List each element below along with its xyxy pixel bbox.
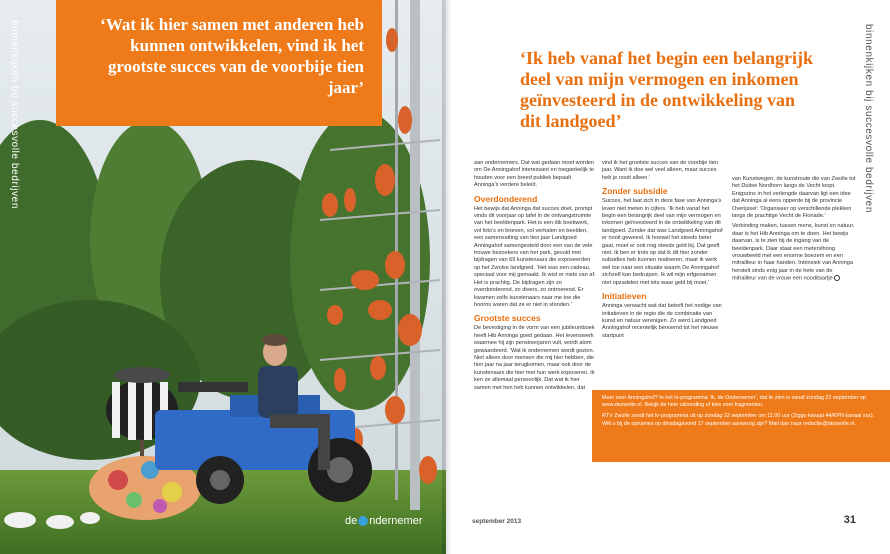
section-tab-label: binnenkijken bij succesvolle bedrijven: [9, 20, 20, 210]
subheading: Grootste succes: [474, 313, 541, 324]
paragraph: Anninga verwacht wat dat betreft het nodige van initiatieven in de regio die de combinatie van kunst en natuur verenigen. Zo werd Landgoed Anningahof recentelijk benoemd tot het nieuwe startpunt: [602, 303, 722, 339]
logo-o-icon: [358, 516, 368, 526]
magazine-logo: [345, 515, 422, 527]
paragraph-text: Verbinding maken, tussen mens, kunst en natuur, daar is het Hib Anninga om te doen. Het bewijs daarvan, is te zien bij de ingang van de beeldenpark. Daar staat een meterslhoog vrouwbeeld met een enorme boezem en een mitrailleur in haar handen. Intrinsiek van Anninga herstelt sinds enig jaar in de hete van de mitrailleur van de vrouw een nooditaartje: [732, 223, 855, 282]
logo-suffix: ndernemer: [369, 515, 423, 527]
subheading: Initiatieven: [602, 291, 647, 302]
text-column-2: [602, 160, 724, 343]
paragraph: [732, 223, 856, 283]
right-page: [446, 0, 890, 554]
section-tab-right: [862, 24, 876, 224]
subheading: Zonder subsidie: [602, 186, 668, 197]
pull-quote-box: [56, 0, 382, 126]
info-text-1: Meer over Anningahof? In het tv-programma ‘Ik, de Ondernemer’, dat te zien is vanaf zondag 22 september op www.dezwolle.nl. Bekijk de hele uitzending of kies voor fragmenten.: [602, 395, 866, 409]
info-text-2: RTV Zwolle zendt het tv-programma uit op zondag 22 september om 11.00 uur (Ziggo kanaal 44/KPN kanaal xxx). Wilt u bij de opnames op dinsdagavond 17 september aanwezig zijn? Mail dan naar redactie@dezwolle.nl.: [602, 413, 875, 427]
section-tab: [8, 20, 22, 230]
paragraph: vind ik het grootste succes van de voorbije tien jaar. Want ik doe wel veel alleen, maar succes heb je nooit alleen.’: [602, 160, 718, 181]
footer-date: september 2013: [472, 518, 522, 525]
paragraph: Succes, het laat zich in deze fase van Anninga’s leven niet meten in cijfers. ‘Ik heb vanaf het begin een belangrijk deel van mijn vermogen en inkomen geïnvesteerd in de ontwikkeling van dit landgoed. Zonder dat was Landgoed Anningahof er nooit geweest. Ik hoewel het steeds beter gaat, moet er ook nog steeds geld bij. Dat geeft niet. Ik ben er trots op dat ik dit hier zonder subsidies heb kunnen realiseren, maar ik werk wel toe naar een situatie waarin De Anningahof zichzelf kan bedruipen. Ik wil mijn erfgenamen niet opzadelen met iets waar geld bij moet.’: [602, 198, 723, 286]
subheading: Overdonderend: [474, 193, 538, 204]
section-tab-right-label: binnenkijken bij succesvolle bedrijven: [863, 24, 874, 214]
pull-quote-right-text: ‘Ik heb vanaf het begin een belangrijk deel van mijn vermogen en inkomen geïnvesteerd in de ontwikkeling van dit landgoed’: [520, 48, 814, 131]
gutter-shadow: [442, 0, 452, 554]
page-number: 31: [843, 514, 856, 526]
logo-prefix: de: [345, 515, 358, 527]
pull-quote-right: [520, 48, 820, 132]
text-column-1: [474, 160, 596, 395]
pull-quote: ‘Wat ik hier samen met anderen heb kunnen ontwikkelen, vind ik het grootste succes van de voorbije tien jaar’: [100, 15, 364, 97]
paragraph: van Kunstwegen, de kunstroute die van Zwolle tot het Duitse Nordhorn langs de Vecht loopt. Enigszins in het verlengde daarvan ligt een idee dat Anninga al eens opperde bij de provincie Overijssel: ‘Organiseer op verschillende plekken langs de prachtige Vecht de Floriade.’: [732, 176, 856, 220]
text-column-3: [732, 176, 856, 286]
paragraph: Het bewijs dat Anninga dat succes doet, prompt vinds dit voorjaar op tafel in de ontvangstruimte van het beeldenpark. Het is een dik boekwerk, vol foto’s en brieven, vol verhalen en beelden, een samenvatting van tien jaar Landgoed Anningahof samengesteld door een van de vele trouwe bezoekers van het park, gevuld met bijdragen van 69 kunstenaars die exposeerden op het Zwolse landgoed. ‘Het was een cadeau, speciaal voor mij gemaakt. Ik wist er niets van af. Het is prachtig. De bijdragen zijn zo overdonderend, zo divers, zo ontroerend. Er kwamen zelfs kunstenaars naar me toe die hoorns waren dat ze er niet in stonden.’: [474, 205, 596, 308]
end-mark-icon: [834, 275, 840, 281]
info-box: [592, 390, 890, 462]
paragraph: aan ondernemers. Dat wat gedaan moet worden om De Anningahof interessant en toegankelijk te houden voor een breed publiek bepaalt Anninga’s verdere beleid.: [474, 160, 595, 189]
paragraph: De bevestiging in de vorm van een jubileumboek heeft Hib Anninga goed gedaan. Het levenswerk waarmee hij zijn pensioenjaren vult, wordt alom gewaardeerd. ‘Wat ik ondernemen wordt gezien. Niet alleen door mensen die mij hier hebben, die hier jaar na jaar terugkomen, maar ook door de kunstenaars die hier met hun werk exposeren. Ik ken ze allemaal persoonlijk. Dat wat ik hier samen met hen heb kunnen ontwikkelen, dat: [474, 325, 595, 391]
